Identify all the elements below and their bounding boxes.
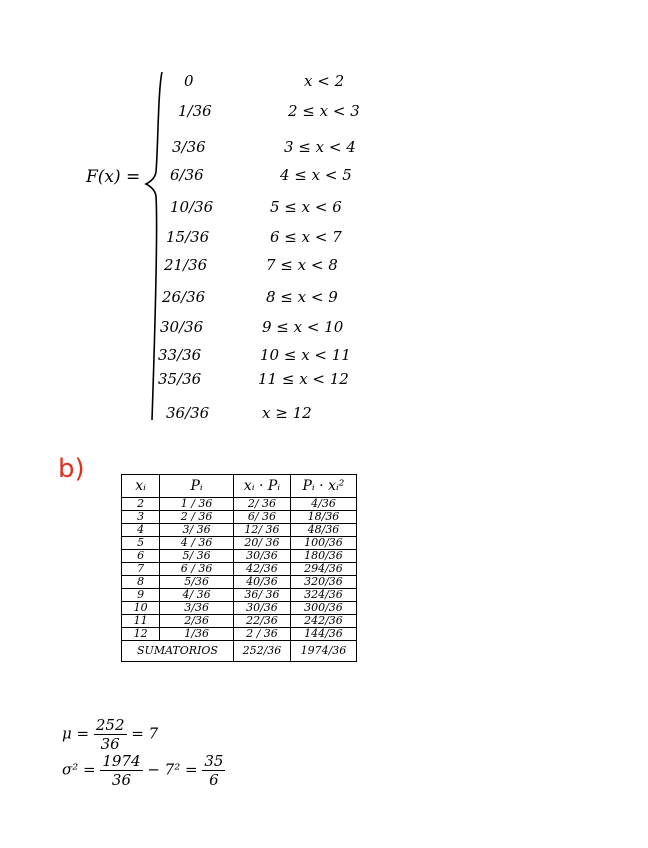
- table-cell: 4 / 36: [160, 537, 234, 550]
- table-row: [122, 589, 357, 602]
- piecewise-value: 36/36: [166, 404, 210, 422]
- table-cell: 8: [122, 576, 160, 589]
- sigma-lhs: σ² =: [62, 760, 96, 779]
- table-cell: 12: [122, 628, 160, 641]
- piecewise-condition: 7 ≤ x < 8: [266, 256, 338, 274]
- table-cell: 4/ 36: [160, 589, 234, 602]
- piecewise-value: 30/36: [160, 318, 204, 336]
- sigma-result-numerator: 35: [204, 752, 224, 770]
- table-cell: 242/36: [290, 615, 356, 628]
- table-row: [122, 576, 357, 589]
- fx-label: F(x) =: [86, 167, 141, 187]
- table-body: [122, 498, 357, 641]
- distribution-table: [121, 474, 357, 662]
- table-cell: 2 / 36: [233, 628, 290, 641]
- sigma-denominator: 36: [111, 771, 132, 789]
- footer-label: SUMATORIOS: [122, 641, 234, 662]
- mu-fraction: [94, 716, 127, 753]
- table-cell: 180/36: [290, 550, 356, 563]
- piecewise-condition: 8 ≤ x < 9: [266, 288, 338, 306]
- piecewise-condition: x < 2: [304, 72, 345, 90]
- header-xi-pi: xᵢ · Pᵢ: [233, 475, 290, 498]
- sigma-result-fraction: [202, 752, 225, 789]
- table-cell: 1/36: [160, 628, 234, 641]
- table-cell: 4: [122, 524, 160, 537]
- table-cell: 30/36: [233, 602, 290, 615]
- piecewise-value: 10/36: [170, 198, 214, 216]
- table-cell: 5: [122, 537, 160, 550]
- piecewise-value: 35/36: [158, 370, 202, 388]
- table-cell: 4/36: [290, 498, 356, 511]
- table-cell: 6 / 36: [160, 563, 234, 576]
- table-row: [122, 511, 357, 524]
- table-cell: 48/36: [290, 524, 356, 537]
- table-cell: 22/36: [233, 615, 290, 628]
- piecewise-condition: 5 ≤ x < 6: [270, 198, 342, 216]
- mu-result: = 7: [131, 724, 159, 743]
- table-cell: 2 / 36: [160, 511, 234, 524]
- table-cell: 20/ 36: [233, 537, 290, 550]
- piecewise-condition: x ≥ 12: [262, 404, 312, 422]
- table-cell: 2/36: [160, 615, 234, 628]
- table-cell: 3/ 36: [160, 524, 234, 537]
- piecewise-condition: 10 ≤ x < 11: [260, 346, 351, 364]
- table-cell: 3: [122, 511, 160, 524]
- piecewise-value: 26/36: [162, 288, 206, 306]
- table-cell: 2/ 36: [233, 498, 290, 511]
- mean-formula: [62, 716, 158, 753]
- header-pi: Pᵢ: [160, 475, 234, 498]
- table-cell: 2: [122, 498, 160, 511]
- piecewise-condition: 4 ≤ x < 5: [280, 166, 352, 184]
- table-cell: 9: [122, 589, 160, 602]
- sigma-numerator: 1974: [102, 752, 141, 770]
- table-cell: 12/ 36: [233, 524, 290, 537]
- table-cell: 7: [122, 563, 160, 576]
- piecewise-value: 0: [184, 72, 194, 90]
- table-cell: 30/36: [233, 550, 290, 563]
- table-row: [122, 550, 357, 563]
- piecewise-value: 3/36: [172, 138, 206, 156]
- table-cell: 324/36: [290, 589, 356, 602]
- piecewise-value: 1/36: [178, 102, 212, 120]
- table-row: [122, 563, 357, 576]
- piecewise-condition: 11 ≤ x < 12: [258, 370, 349, 388]
- table-cell: 294/36: [290, 563, 356, 576]
- piecewise-condition: 6 ≤ x < 7: [270, 228, 342, 246]
- table-row: [122, 537, 357, 550]
- piecewise-condition: 3 ≤ x < 4: [284, 138, 356, 156]
- table-cell: 42/36: [233, 563, 290, 576]
- sigma-result-denominator: 6: [209, 771, 219, 789]
- piecewise-value: 33/36: [158, 346, 202, 364]
- table-row: [122, 524, 357, 537]
- piecewise-value: 6/36: [170, 166, 204, 184]
- table-cell: 144/36: [290, 628, 356, 641]
- table-cell: 1 / 36: [160, 498, 234, 511]
- sigma-mid: − 7² =: [147, 760, 198, 779]
- table-cell: 36/ 36: [233, 589, 290, 602]
- mu-denominator: 36: [100, 735, 120, 753]
- table-cell: 300/36: [290, 602, 356, 615]
- variance-formula: [62, 752, 225, 789]
- mu-numerator: 252: [95, 716, 125, 734]
- footer-sum-xp: 252/36: [233, 641, 290, 662]
- header-pi-xi2: Pᵢ · xᵢ²: [290, 475, 356, 498]
- table-cell: 3/36: [160, 602, 234, 615]
- sigma-fraction: [100, 752, 142, 789]
- header-xi: xᵢ: [122, 475, 160, 498]
- table-cell: 100/36: [290, 537, 356, 550]
- mu-lhs: μ =: [62, 724, 90, 743]
- table-row: [122, 498, 357, 511]
- table-cell: 5/ 36: [160, 550, 234, 563]
- table-cell: 40/36: [233, 576, 290, 589]
- table-row: [122, 602, 357, 615]
- piecewise-condition: 9 ≤ x < 10: [262, 318, 344, 336]
- table-cell: 10: [122, 602, 160, 615]
- table-row: [122, 615, 357, 628]
- table-cell: 6: [122, 550, 160, 563]
- table-cell: 5/36: [160, 576, 234, 589]
- table-cell: 6/ 36: [233, 511, 290, 524]
- footer-sum-px2: 1974/36: [290, 641, 356, 662]
- piecewise-condition: 2 ≤ x < 3: [288, 102, 360, 120]
- part-b-label: b): [58, 454, 85, 484]
- table-cell: 18/36: [290, 511, 356, 524]
- table-footer-row: [122, 641, 357, 662]
- table-cell: 320/36: [290, 576, 356, 589]
- table-cell: 11: [122, 615, 160, 628]
- piecewise-value: 15/36: [166, 228, 210, 246]
- piecewise-value: 21/36: [164, 256, 208, 274]
- table-header-row: [122, 475, 357, 498]
- table-row: [122, 628, 357, 641]
